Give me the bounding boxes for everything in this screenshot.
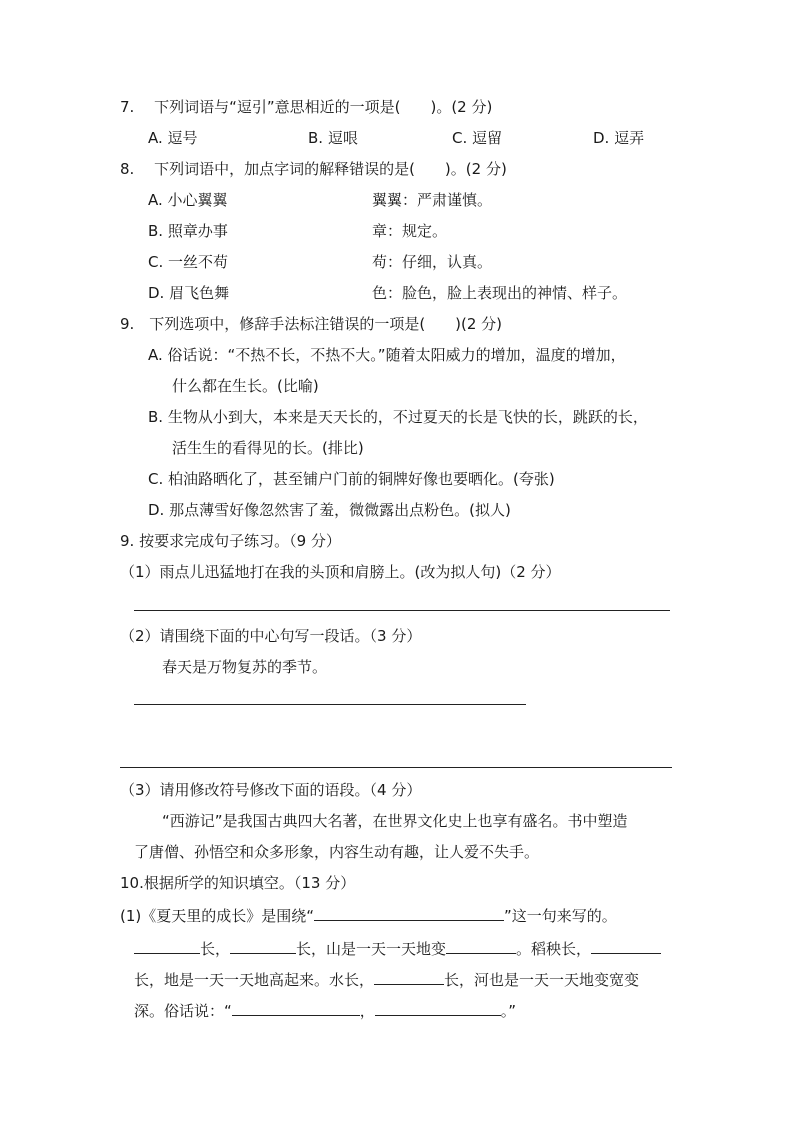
q9-option-a-line2: 什么都在生长。(比喻) — [172, 377, 319, 395]
q10-line1-text-a: (1)《夏天里的成长》是围绕“ — [120, 907, 315, 925]
q10-line2-text-b: 长，山是一天一天地变 — [296, 940, 447, 958]
q10-stem: 10.根据所学的知识填空。（13 分） — [120, 874, 356, 892]
q9-part2-answer-line-1[interactable] — [134, 704, 526, 705]
q9-part2-answer-line-2[interactable] — [120, 767, 672, 768]
q9-part3: （3）请用修改符号修改下面的语段。（4 分） — [120, 781, 422, 799]
q9-option-d[interactable]: D. 那点薄雪好像忽然害了羞，微微露出点粉色。(拟人) — [148, 501, 511, 519]
q8-option-d-word[interactable]: D. 眉飞色舞 — [148, 284, 230, 302]
q8-option-a-word[interactable]: A. 小心翼翼 — [148, 191, 228, 209]
q10-line3 — [134, 968, 639, 990]
q8-option-b-expl: 章：规定。 — [372, 222, 448, 240]
q7-option-a[interactable]: A. 逗号 — [148, 129, 198, 147]
q9-part2-center-sentence: 春天是万物复苏的季节。 — [162, 658, 328, 676]
q9-option-a-line1[interactable]: A. 俗话说：“不热不长，不热不大。”随着太阳威力的增加，温度的增加， — [148, 346, 626, 364]
q9-part1: （1）雨点儿迅猛地打在我的头顶和肩膀上。(改为拟人句)（2 分） — [120, 563, 561, 581]
q9-part1-answer-line[interactable] — [134, 610, 670, 611]
q10-blank-5[interactable] — [591, 937, 661, 954]
q10-line3-text-b: 长，河也是一天一天地变宽变 — [444, 971, 640, 989]
q9-part2: （2）请围绕下面的中心句写一段话。（3 分） — [120, 627, 422, 645]
q10-line2-text-a: 长， — [200, 940, 231, 958]
q8-option-d-expl: 色：脸色，脸上表现出的神情、样子。 — [372, 284, 628, 302]
q7-option-d[interactable]: D. 逗弄 — [593, 129, 645, 147]
q8-option-c-expl: 苟：仔细，认真。 — [372, 253, 493, 271]
q8-option-c-word[interactable]: C. 一丝不苟 — [148, 253, 229, 271]
q10-line4 — [134, 999, 516, 1021]
q10-blank-7[interactable] — [232, 999, 360, 1016]
q10-blank-3[interactable] — [230, 937, 296, 954]
q10-line4-text-a: 深。俗话说：“ — [134, 1002, 232, 1020]
q10-blank-2[interactable] — [134, 937, 200, 954]
q8-option-a-expl: 翼翼：严肃谨慎。 — [372, 191, 493, 209]
q9-sentence-stem: 9. 按要求完成句子练习。（9 分） — [120, 532, 341, 550]
q9-option-b-line1[interactable]: B. 生物从小到大，本来是天天长的，不过夏天的长是飞快的长，跳跃的长， — [148, 408, 648, 426]
q7-option-c[interactable]: C. 逗留 — [452, 129, 503, 147]
q10-line4-text-c: 。” — [500, 1002, 517, 1020]
q10-blank-4[interactable] — [446, 937, 516, 954]
q9-option-b-line2: 活生生的看得见的长。(排比) — [172, 439, 364, 457]
q10-line1-text-b: ”这一句来写的。 — [504, 907, 617, 925]
q9-part3-passage-line2: 了唐僧、孙悟空和众多形象，内容生动有趣，让人爱不失手。 — [134, 843, 540, 861]
q10-blank-6[interactable] — [374, 968, 444, 985]
q10-line2-text-c: 。稻秧长， — [516, 940, 592, 958]
q10-line4-text-b: ， — [359, 1002, 375, 1020]
q10-line2 — [134, 937, 661, 959]
q9-part3-passage-line1: “西游记”是我国古典四大名著，在世界文化史上也享有盛名。书中塑造 — [162, 812, 628, 830]
q7-stem: 7. 下列词语与“逗引”意思相近的一项是( )。(2 分) — [120, 98, 493, 116]
q10-line3-text-a: 长，地是一天一天地高起来。水长， — [134, 971, 375, 989]
q9-rhetoric-stem: 9. 下列选项中，修辞手法标注错误的一项是( )(2 分) — [120, 315, 503, 333]
q10-blank-8[interactable] — [375, 999, 501, 1016]
q9-option-c[interactable]: C. 柏油路晒化了，甚至铺户门前的铜牌好像也要晒化。(夸张) — [148, 470, 555, 488]
q10-line1 — [120, 904, 617, 926]
q10-blank-1[interactable] — [314, 904, 504, 921]
q8-option-b-word[interactable]: B. 照章办事 — [148, 222, 228, 240]
q7-option-b[interactable]: B. 逗哏 — [308, 129, 358, 147]
q8-stem: 8. 下列词语中，加点字词的解释错误的是( )。(2 分) — [120, 160, 507, 178]
